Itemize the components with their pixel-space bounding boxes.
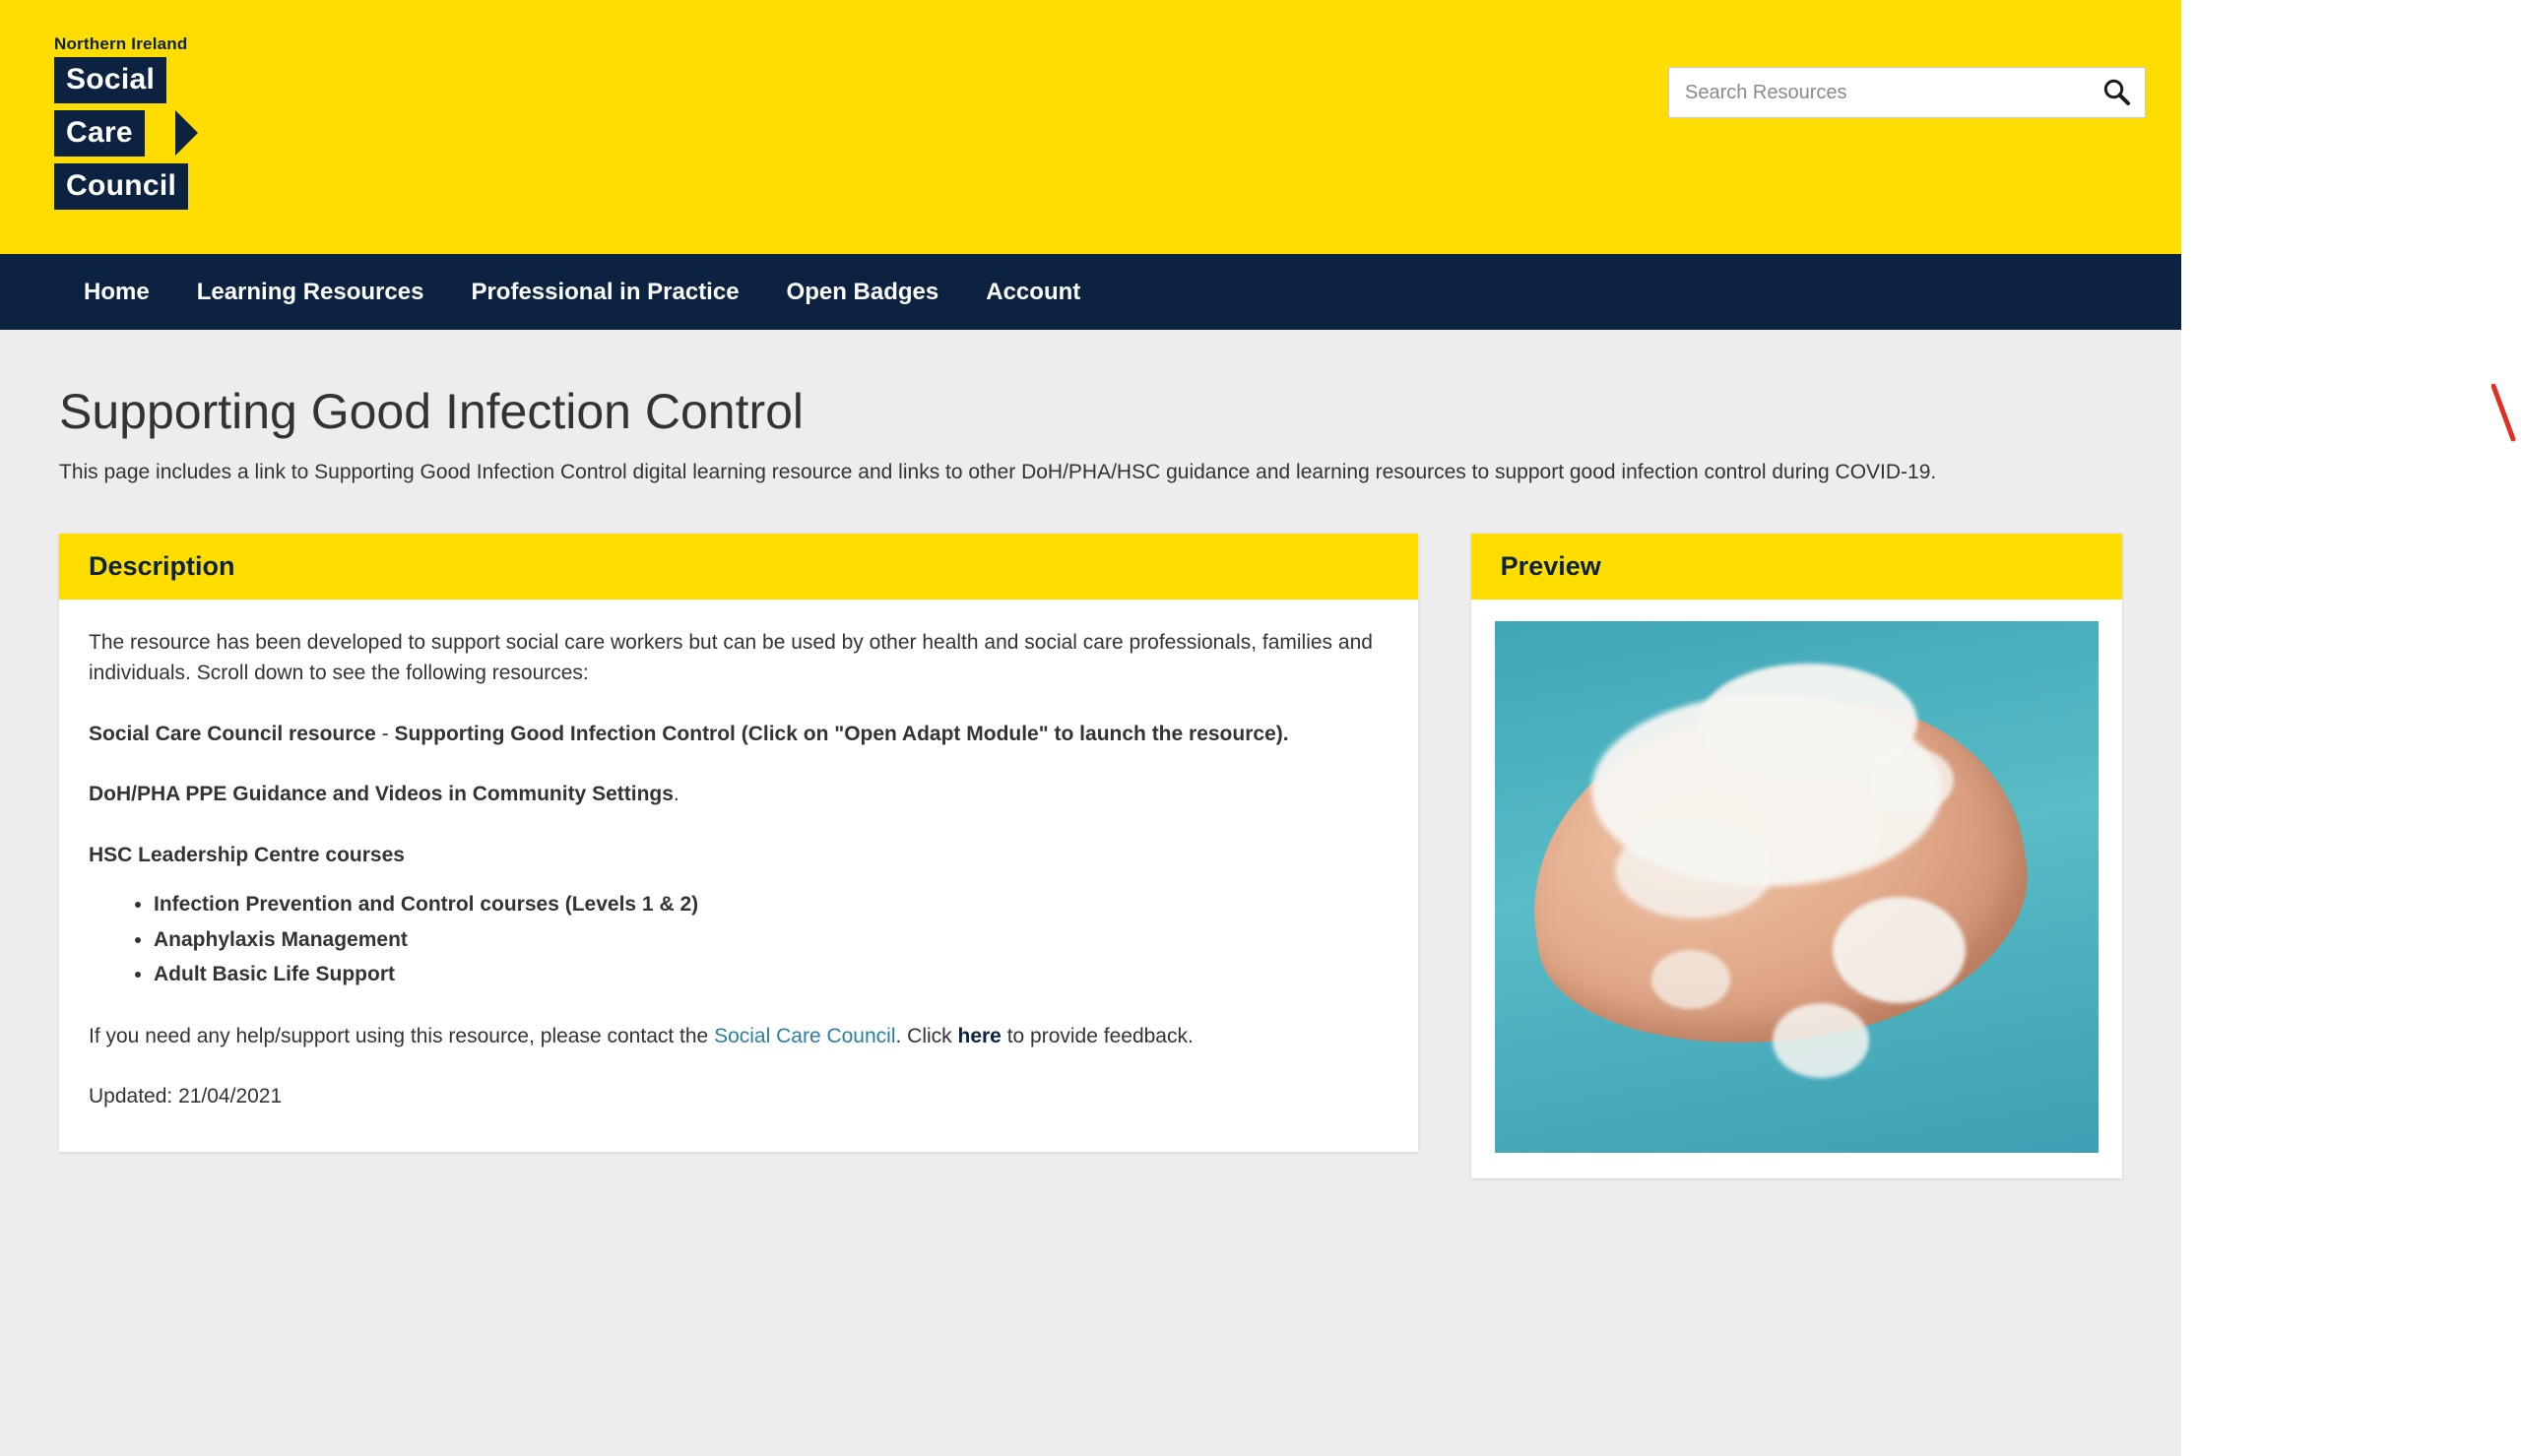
foam-blob — [1651, 950, 1730, 1008]
nav-item-open-badges[interactable]: Open Badges — [786, 279, 939, 305]
resource-separator: - — [375, 722, 395, 745]
nav-item-home[interactable]: Home — [84, 279, 150, 305]
help-mid-text: . Click — [895, 1024, 958, 1047]
hsc-courses-bold: HSC Leadership Centre courses — [89, 843, 405, 866]
preview-card-header — [1471, 534, 2122, 600]
preview-card-title: Preview — [1500, 550, 1601, 581]
help-prefix-text: If you need any help/support using this resource, please contact the — [89, 1024, 715, 1047]
help-suffix-text: to provide feedback. — [1001, 1024, 1194, 1047]
description-paragraph-4 — [89, 840, 1389, 871]
ppe-guidance-period: . — [673, 783, 679, 805]
nav-item-professional-in-practice[interactable]: Professional in Practice — [471, 279, 740, 305]
logo-arrow-icon — [175, 110, 198, 156]
search-icon — [2101, 77, 2131, 109]
list-item: • Adult Basic Life Support — [154, 958, 1389, 991]
description-paragraph-1: The resource has been developed to support social care workers but can be used by other health and social care professionals, families and individuals. Scroll down to see the following resources: — [89, 630, 1373, 684]
main-content — [0, 330, 2181, 1178]
logo-word-care-row — [54, 110, 226, 163]
ppe-guidance-bold: DoH/PHA PPE Guidance and Videos in Community Settings — [89, 783, 674, 805]
search-bar[interactable] — [1668, 67, 2146, 118]
foam-blob — [1773, 1003, 1869, 1078]
updated-date: Updated: 21/04/2021 — [89, 1085, 283, 1108]
resource-name-bold: Social Care Council resource — [89, 722, 376, 745]
description-card — [59, 534, 1418, 1152]
search-button[interactable] — [2088, 68, 2145, 117]
foam-blob — [1615, 823, 1772, 918]
social-care-council-link[interactable]: Social Care Council — [714, 1024, 896, 1047]
nav-item-learning-resources[interactable]: Learning Resources — [196, 279, 424, 305]
logo-word-social: Social — [54, 57, 166, 103]
foam-blob — [1869, 748, 1954, 812]
main-navigation — [0, 254, 2181, 330]
soapy-hands-image[interactable] — [1495, 621, 2099, 1153]
page-title: Supporting Good Infection Control — [59, 384, 805, 439]
page-intro: This page includes a link to Supporting Good Infection Control digital learning resource and links to other DoH/PHA/HSC guidance and learning resources to support good infection control during COVID-19. — [59, 461, 1937, 483]
card-row — [59, 534, 2122, 1178]
preview-card — [1471, 534, 2122, 1178]
list-item: • Infection Prevention and Control courses (Levels 1 & 2) — [154, 888, 1389, 921]
site-logo[interactable] — [54, 35, 226, 217]
course-list — [89, 888, 1389, 991]
description-card-header — [59, 534, 1418, 600]
logo-word-council: Council — [54, 163, 188, 210]
list-item: • Anaphylaxis Management — [154, 923, 1389, 957]
nav-item-account[interactable]: Account — [986, 279, 1081, 305]
description-card-title: Description — [89, 550, 235, 581]
description-card-body — [59, 600, 1418, 1152]
feedback-here-link[interactable]: here — [957, 1024, 1002, 1047]
description-paragraph-3 — [89, 779, 1389, 810]
logo-top-line: Northern Ireland — [54, 34, 188, 53]
resource-instruction-bold: Supporting Good Infection Control (Click on "Open Adapt Module" to launch the resource). — [394, 722, 1289, 745]
annotation-mark — [2491, 384, 2521, 473]
preview-card-body — [1471, 600, 2122, 1178]
help-paragraph — [89, 1021, 1389, 1052]
search-input[interactable] — [1669, 68, 2088, 117]
logo-word-social-row — [54, 57, 226, 110]
foam-blob — [1833, 897, 1966, 1003]
logo-word-care: Care — [54, 110, 145, 157]
site-header — [0, 0, 2181, 254]
description-paragraph-2 — [89, 719, 1389, 750]
logo-word-council-row — [54, 163, 226, 217]
